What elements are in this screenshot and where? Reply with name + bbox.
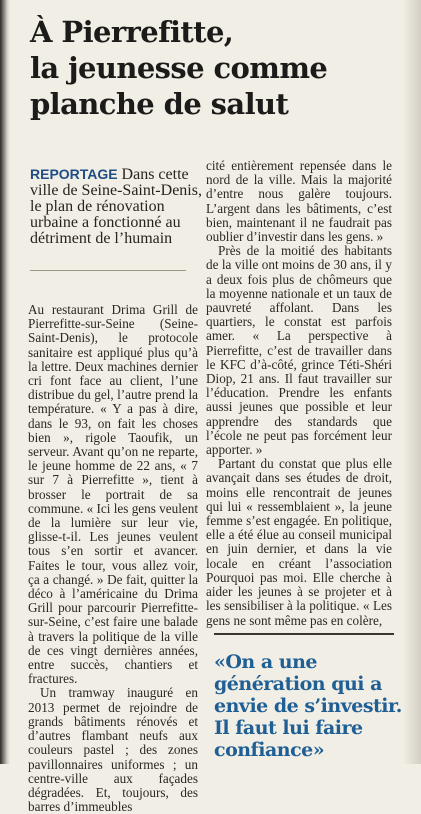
headline <box>30 14 410 122</box>
column-2-paragraph-3: Partant du constat que plus elle avançait dans ses études de droit, moins elle rencontrait de jeunes qui lui « ressemblaient », la jeune femme s’est engagée. En politique, elle a été élue au conseil municipal en juin dernier, et dans la vie locale en créant l’association Pourquoi pas moi. Elle cherche à aider les jeunes à se projeter et à les sensibiliser à la politique. « Les gens ne sont même pas en colère, <box>206 456 392 628</box>
section-kicker: REPORTAGE <box>30 166 122 182</box>
headline-line-2: la jeunesse comme <box>30 51 328 85</box>
headline-line-1: À Pierrefitte, <box>30 15 234 49</box>
lead-divider <box>30 270 186 271</box>
article-column-2 <box>206 159 392 628</box>
headline-line-3: planche de salut <box>30 87 289 121</box>
column-2-paragraph-1: cité entièrement repensée dans le nord de la ville. Mais la majorité d’entre nous galère toujours. L’argent dans les bâtiments, c’est bien, maintenant il ne faudrait pas oublier d’investir dans les gens. » <box>206 158 392 245</box>
lead-text: Dans cette ville de Seine-Saint-Denis, le plan de rénovation urbaine a fonctionné au détriment de l’humain <box>30 166 202 247</box>
column-2-paragraph-2: Près de la moitié des habitants de la ville ont moins de 30 ans, il y a deux fois plus de chômeurs que la moyenne nationale et un taux de pauvreté affolant. Dans les quartiers, le constat est parfois amer. « La perspective à Pierrefitte, c’est de travailler dans le KFC d’à-côté, grince Téti-Shéri Diop, 21 ans. Il faut travailler sur l’éducation. Prendre les enfants aussi jeunes que possible et leur apprendre des standards que l’école ne peut pas forcément leur apporter. » <box>206 243 392 458</box>
pullquote-divider <box>214 633 394 635</box>
page-fold-shadow <box>0 0 10 764</box>
pullquote: «On a une génération qui a envie de s’investir. Il faut lui faire confiance» <box>214 651 402 761</box>
article-column-1 <box>28 303 198 814</box>
column-1-paragraph-2: Un tramway inauguré en 2013 permet de rejoindre de grands bâtiments rénovés et d’autres flambant neufs aux couleurs pastel ; des zones pavillonnaires uniformes ; un centre-ville aux façades dégradées. Et, toujours, des barres d’immeubles <box>28 685 198 814</box>
column-1-paragraph-1: Au restaurant Drima Grill de Pierrefitte-sur-Seine (Seine-Saint-Denis), le protocole sanitaire est appliqué plus qu’à la lettre. Deux machines dernier cri font face au client, l’une distribue du gel, l’autre prend la température. « Y a pas à dire, dans le 93, on fait les choses bien », rigole Taoufik, un serveur. Avant qu’on ne reparte, le jeune homme de 22 ans, « 7 sur 7 à Pierrefitte », tient à brosser le portrait de sa commune. « Ici les gens veulent de la lumière sur leur vie, glisse-t-il. Les jeunes veulent tous s’en sortir et avancer. Faites le tour, vous allez voir, ça a changé. » De fait, quitter la déco à l’américaine du Drima Grill pour parcourir Pierrefitte-sur-Seine, c’est faire une balade à travers la politique de la ville de ces vingt dernières années, entre succès, chantiers et fractures. <box>28 302 198 687</box>
lead-paragraph <box>30 166 205 247</box>
